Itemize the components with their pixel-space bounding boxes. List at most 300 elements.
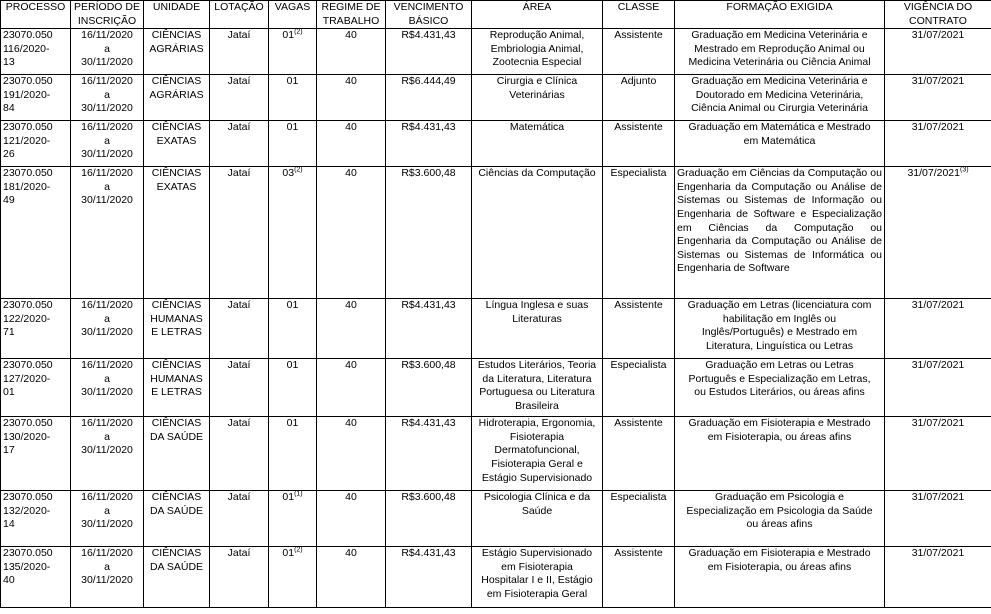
vigencia-value: 31/07/2021	[911, 75, 965, 88]
table-row	[1, 167, 991, 299]
area-line: Embriologia Animal,	[490, 42, 584, 55]
unidade-line: DA SAÚDE	[149, 430, 204, 443]
vencimento-cell	[386, 299, 472, 359]
regime-cell	[317, 167, 386, 299]
classe-cell	[603, 491, 675, 547]
formacao-line: Graduação em Fisioterapia e Mestrado	[688, 547, 871, 560]
formacao-cell	[675, 417, 885, 491]
area-cell	[472, 75, 603, 121]
processo-cell	[1, 299, 71, 359]
vencimento-cell	[386, 121, 472, 167]
processo-line: 14	[3, 518, 15, 531]
vencimento-value: R$3.600,48	[401, 167, 456, 180]
table-row	[1, 29, 991, 75]
processo-line: 122/2020-	[3, 312, 51, 325]
periodo-line: 16/11/2020	[81, 491, 133, 504]
formacao-text: Graduação em Ciências da Computação ou Engenharia da Computação ou Análise de Sistemas ou Sistemas de Informação ou Engenharia de Software e Especialização em Ciências da Computação ou Engenharia da Computação ou Análise de Sistemas ou Sistemas de Informática ou Engenharia de Software	[677, 167, 882, 275]
area-line: Psicologia Clínica e da	[483, 491, 591, 504]
processo-cell	[1, 121, 71, 167]
vigencia-value: 31/07/2021	[911, 299, 965, 312]
classe-cell	[603, 299, 675, 359]
area-line: da Literatura, Literatura	[482, 372, 592, 385]
lotacao-value: Jataí	[227, 547, 251, 560]
classe-value: Adjunto	[620, 75, 657, 88]
vigencia-value: 31/07/2021	[911, 491, 965, 504]
processo-cell	[1, 75, 71, 121]
unidade-line: AGRÁRIAS	[149, 88, 204, 101]
area-line: em Fisioterapia	[501, 560, 573, 573]
vagas-cell	[269, 29, 317, 75]
periodo-line: 30/11/2020	[81, 386, 133, 399]
vencimento-value: R$4.431,43	[401, 417, 456, 430]
formacao-line: Graduação em Psicologia e	[715, 491, 844, 504]
table-row	[1, 491, 991, 547]
header-regime: REGIME DE TRABALHO	[317, 1, 386, 29]
header-processo: PROCESSO	[1, 1, 71, 29]
regime-cell	[317, 299, 386, 359]
unidade-line: CIÊNCIAS	[151, 29, 202, 42]
processo-cell	[1, 359, 71, 417]
table-row	[1, 417, 991, 491]
header-lotacao: LOTAÇÃO	[210, 1, 269, 29]
unidade-line: EXATAS	[156, 180, 197, 193]
unidade-line: CIÊNCIAS	[151, 75, 202, 88]
formacao-cell	[675, 299, 885, 359]
classe-value: Assistente	[614, 417, 663, 430]
formacao-line: em Matemática	[743, 134, 816, 147]
vigencia-value: 31/07/2021	[911, 29, 965, 42]
vencimento-value: R$3.600,48	[401, 359, 456, 372]
area-line: Saúde	[521, 504, 553, 517]
processo-line: 116/2020-	[3, 42, 50, 55]
processo-line: 121/2020-	[3, 134, 51, 147]
vigencia-cell	[885, 491, 991, 547]
formacao-line: Ciência Animal ou Cirurgia Veterinária	[691, 102, 868, 115]
periodo-line: a	[104, 372, 110, 385]
vigencia-cell	[885, 299, 991, 359]
unidade-line: HUMANAS	[150, 372, 203, 385]
processo-line: 127/2020-	[3, 372, 51, 385]
unidade-cell	[144, 29, 210, 75]
regime-cell	[317, 547, 386, 608]
lotacao-cell	[210, 29, 269, 75]
periodo-line: a	[104, 42, 110, 55]
unidade-cell	[144, 547, 210, 608]
vagas-cell	[269, 359, 317, 417]
processo-line: 13	[3, 56, 15, 69]
vagas-value: 01	[286, 121, 299, 134]
vigencia-value: 31/07/2021	[911, 121, 965, 134]
regime-cell	[317, 417, 386, 491]
footnote-marker: (2)	[294, 546, 303, 554]
header-formacao: FORMAÇÃO EXIGIDA	[675, 1, 885, 29]
periodo-line: 30/11/2020	[81, 102, 133, 115]
unidade-line: DA SAÚDE	[149, 560, 204, 573]
classe-value: Especialista	[610, 359, 667, 372]
periodo-line: a	[104, 88, 110, 101]
unidade-line: CIÊNCIAS	[151, 491, 202, 504]
classe-value: Assistente	[614, 121, 663, 134]
formacao-line: Português e Especialização em Letras,	[688, 372, 871, 385]
lotacao-cell	[210, 547, 269, 608]
vencimento-cell	[386, 75, 472, 121]
unidade-line: CIÊNCIAS	[151, 547, 202, 560]
area-cell	[472, 167, 603, 299]
periodo-cell	[71, 547, 144, 608]
area-line: Cirurgia e Clínica	[496, 75, 578, 88]
unidade-cell	[144, 417, 210, 491]
header-periodo: PERÍODO DE INSCRIÇÃO	[71, 1, 144, 29]
vagas-value: 01	[282, 29, 295, 42]
area-line: Reprodução Animal,	[489, 29, 585, 42]
processo-line: 181/2020-	[3, 180, 51, 193]
periodo-cell	[71, 417, 144, 491]
area-line: Ciências da Computação	[478, 167, 596, 180]
lotacao-value: Jataí	[227, 299, 251, 312]
processo-line: 23070.050	[3, 359, 53, 372]
area-line: Estudos Literários, Teoria	[477, 359, 597, 372]
formacao-line: habilitação em Inglês ou	[722, 312, 837, 325]
lotacao-cell	[210, 491, 269, 547]
footnote-marker: (2)	[294, 28, 303, 36]
processo-cell	[1, 29, 71, 75]
processo-cell	[1, 491, 71, 547]
area-line: Dermatofuncional,	[494, 444, 580, 457]
lotacao-cell	[210, 417, 269, 491]
regime-value: 40	[345, 417, 357, 430]
vigencia-value: 31/07/2021	[911, 359, 965, 372]
vagas-value: 03	[282, 167, 295, 180]
vigencia-value: 31/07/2021	[907, 167, 960, 180]
processo-line: 132/2020-	[3, 504, 51, 517]
area-line: Fisioterapia	[509, 430, 565, 443]
regime-cell	[317, 491, 386, 547]
vencimento-cell	[386, 167, 472, 299]
header-vigencia: VIGÊNCIA DO CONTRATO	[885, 1, 991, 29]
unidade-line: DA SAÚDE	[149, 504, 204, 517]
area-line: Língua Inglesa e suas	[485, 299, 589, 312]
vagas-cell	[269, 167, 317, 299]
area-cell	[472, 121, 603, 167]
area-line: Matemática	[509, 121, 565, 134]
vencimento-value: R$4.431,43	[401, 547, 456, 560]
periodo-cell	[71, 491, 144, 547]
formacao-line: ou áreas afins	[746, 518, 813, 531]
formacao-line: Graduação em Letras ou Letras	[705, 359, 854, 372]
formacao-cell	[675, 75, 885, 121]
table-row	[1, 359, 991, 417]
lotacao-value: Jataí	[227, 359, 251, 372]
lotacao-value: Jataí	[227, 491, 251, 504]
periodo-line: a	[104, 180, 110, 193]
formacao-line: Graduação em Fisioterapia e Mestrado	[688, 417, 871, 430]
vagas-value: 01	[286, 359, 299, 372]
periodo-line: a	[104, 134, 110, 147]
header-row	[1, 1, 991, 29]
processo-line: 23070.050	[3, 299, 53, 312]
lotacao-cell	[210, 299, 269, 359]
regime-cell	[317, 121, 386, 167]
vagas-cell	[269, 491, 317, 547]
area-cell	[472, 491, 603, 547]
unidade-line: E LETRAS	[151, 326, 202, 339]
vagas-value: 01	[286, 299, 299, 312]
vigencia-cell	[885, 75, 991, 121]
periodo-cell	[71, 75, 144, 121]
periodo-line: 16/11/2020	[81, 359, 133, 372]
lotacao-value: Jataí	[227, 29, 251, 42]
processo-line: 191/2020-	[3, 88, 51, 101]
vigencia-cell	[885, 167, 991, 299]
periodo-line: 30/11/2020	[81, 56, 133, 69]
table-row	[1, 75, 991, 121]
unidade-line: CIÊNCIAS	[151, 299, 202, 312]
vencimento-cell	[386, 417, 472, 491]
regime-value: 40	[345, 547, 357, 560]
processo-line: 23070.050	[3, 491, 53, 504]
area-line: Estágio Supervisionado	[481, 471, 593, 484]
periodo-line: 16/11/2020	[81, 299, 133, 312]
lotacao-cell	[210, 75, 269, 121]
area-line: Literaturas	[512, 312, 562, 325]
classe-cell	[603, 29, 675, 75]
vigencia-cell	[885, 359, 991, 417]
vigencia-cell	[885, 547, 991, 608]
processo-line: 01	[3, 386, 15, 399]
processo-cell	[1, 167, 71, 299]
processo-line: 23070.050	[3, 75, 53, 88]
header-vagas: VAGAS	[269, 1, 317, 29]
formacao-line: Doutorado em Medicina Veterinária,	[695, 88, 864, 101]
table-row	[1, 299, 991, 359]
vagas-value: 01	[286, 75, 299, 88]
formacao-cell	[675, 359, 885, 417]
periodo-cell	[71, 299, 144, 359]
footnote-marker: (2)	[294, 166, 303, 174]
formacao-cell	[675, 491, 885, 547]
unidade-cell	[144, 359, 210, 417]
lotacao-cell	[210, 121, 269, 167]
vencimento-cell	[386, 491, 472, 547]
processo-line: 26	[3, 148, 15, 161]
periodo-line: 30/11/2020	[81, 444, 133, 457]
processo-line: 84	[3, 102, 15, 115]
vencimento-cell	[386, 547, 472, 608]
table-row	[1, 121, 991, 167]
formacao-line: Literatura, Linguística ou Letras	[705, 339, 854, 352]
processo-line: 135/2020-	[3, 560, 51, 573]
processo-line: 23070.050	[3, 167, 53, 180]
header-area: ÁREA	[472, 1, 603, 29]
processo-line: 40	[3, 574, 15, 587]
formacao-line: Especialização em Psicologia da Saúde	[686, 504, 873, 517]
vencimento-value: R$4.431,43	[401, 121, 456, 134]
formacao-line: em Fisioterapia, ou áreas afins	[707, 560, 852, 573]
vagas-cell	[269, 547, 317, 608]
formacao-line: Graduação em Matemática e Mestrado	[688, 121, 871, 134]
vencimento-cell	[386, 359, 472, 417]
unidade-line: CIÊNCIAS	[151, 121, 202, 134]
vigencia-value: 31/07/2021	[911, 547, 965, 560]
unidade-cell	[144, 299, 210, 359]
vagas-cell	[269, 121, 317, 167]
formacao-line: Medicina Veterinária ou Ciência Animal	[688, 56, 871, 69]
lotacao-value: Jataí	[227, 121, 251, 134]
formacao-line: Inglês/Português) e Mestrado em	[701, 326, 858, 339]
formacao-line: Mestrado em Reprodução Animal ou	[694, 42, 865, 55]
classe-cell	[603, 359, 675, 417]
table-row	[1, 547, 991, 608]
periodo-line: a	[104, 560, 110, 573]
processo-line: 23070.050	[3, 417, 53, 430]
area-cell	[472, 417, 603, 491]
classe-cell	[603, 167, 675, 299]
periodo-cell	[71, 29, 144, 75]
unidade-line: EXATAS	[156, 134, 197, 147]
processo-line: 23070.050	[3, 547, 53, 560]
classe-cell	[603, 547, 675, 608]
area-line: Hospitalar I e II, Estágio	[481, 574, 593, 587]
formacao-line: em Fisioterapia, ou áreas afins	[707, 430, 852, 443]
area-cell	[472, 29, 603, 75]
classe-value: Especialista	[610, 491, 667, 504]
regime-value: 40	[345, 29, 357, 42]
periodo-line: 30/11/2020	[81, 574, 133, 587]
classe-cell	[603, 75, 675, 121]
area-cell	[472, 359, 603, 417]
area-line: Hidroterapia, Ergonomia,	[478, 417, 596, 430]
processo-line: 17	[3, 444, 15, 457]
lotacao-value: Jataí	[227, 417, 251, 430]
processo-line: 71	[3, 326, 15, 339]
regime-cell	[317, 29, 386, 75]
classe-value: Assistente	[614, 299, 663, 312]
processo-line: 130/2020-	[3, 430, 51, 443]
area-line: Brasileira	[515, 399, 559, 412]
unidade-line: CIÊNCIAS	[151, 417, 202, 430]
classe-cell	[603, 121, 675, 167]
unidade-cell	[144, 75, 210, 121]
periodo-line: 16/11/2020	[81, 75, 133, 88]
vigencia-cell	[885, 29, 991, 75]
unidade-line: HUMANAS	[150, 312, 203, 325]
area-line: Fisioterapia Geral e	[491, 457, 583, 470]
classe-value: Especialista	[610, 167, 667, 180]
vagas-cell	[269, 299, 317, 359]
unidade-line: AGRÁRIAS	[149, 42, 204, 55]
vigencia-cell	[885, 417, 991, 491]
periodo-line: 16/11/2020	[81, 121, 133, 134]
vencimento-cell	[386, 29, 472, 75]
lotacao-cell	[210, 359, 269, 417]
area-line: Zootecnia Especial	[492, 56, 582, 69]
vigencia-cell	[885, 121, 991, 167]
processo-line: 23070.050	[3, 29, 53, 42]
footnote-marker: (3)	[960, 166, 969, 174]
periodo-line: a	[104, 430, 110, 443]
unidade-cell	[144, 167, 210, 299]
periodo-line: a	[104, 312, 110, 325]
lotacao-value: Jataí	[227, 75, 251, 88]
vencimento-value: R$4.431,43	[401, 299, 456, 312]
area-line: Portuguesa ou Literatura	[479, 386, 595, 399]
formacao-line: Graduação em Medicina Veterinária e	[691, 29, 868, 42]
vagas-value: 01	[282, 491, 295, 504]
header-classe: CLASSE	[603, 1, 675, 29]
area-cell	[472, 299, 603, 359]
formacao-cell	[675, 121, 885, 167]
regime-value: 40	[345, 121, 357, 134]
lotacao-cell	[210, 167, 269, 299]
periodo-line: 16/11/2020	[81, 547, 133, 560]
processo-cell	[1, 547, 71, 608]
vagas-cell	[269, 75, 317, 121]
regime-value: 40	[345, 359, 357, 372]
regime-cell	[317, 359, 386, 417]
regime-value: 40	[345, 167, 357, 180]
periodo-line: 30/11/2020	[81, 518, 133, 531]
header-vencimento: VENCIMENTO BÁSICO	[386, 1, 472, 29]
vagas-cell	[269, 417, 317, 491]
vencimento-value: R$6.444,49	[401, 75, 456, 88]
table-body	[1, 29, 991, 608]
periodo-line: 16/11/2020	[81, 167, 133, 180]
vagas-value: 01	[286, 417, 299, 430]
periodo-line: 30/11/2020	[81, 148, 133, 161]
vencimento-value: R$4.431,43	[401, 29, 456, 42]
area-cell	[472, 547, 603, 608]
regime-value: 40	[345, 75, 357, 88]
classe-value: Assistente	[614, 29, 663, 42]
footnote-marker: (1)	[294, 490, 303, 498]
periodo-cell	[71, 167, 144, 299]
processo-line: 23070.050	[3, 121, 53, 134]
periodo-line: 16/11/2020	[81, 417, 133, 430]
formacao-cell	[675, 29, 885, 75]
processo-cell	[1, 417, 71, 491]
unidade-line: CIÊNCIAS	[151, 167, 202, 180]
area-line: Estágio Supervisionado	[481, 547, 593, 560]
periodo-cell	[71, 359, 144, 417]
formacao-cell	[675, 547, 885, 608]
area-line: em Fisioterapia Geral	[486, 587, 588, 600]
periodo-cell	[71, 121, 144, 167]
periodo-line: 30/11/2020	[81, 194, 133, 207]
periodo-line: 16/11/2020	[81, 29, 133, 42]
formacao-line: Graduação em Medicina Veterinária e	[691, 75, 868, 88]
unidade-cell	[144, 121, 210, 167]
processo-line: 49	[3, 194, 15, 207]
vencimento-value: R$3.600,48	[401, 491, 456, 504]
regime-value: 40	[345, 491, 357, 504]
formacao-line: Graduação em Letras (licenciatura com	[687, 299, 872, 312]
periodo-line: a	[104, 504, 110, 517]
unidade-line: E LETRAS	[151, 386, 202, 399]
classe-cell	[603, 417, 675, 491]
formacao-cell	[675, 167, 885, 299]
area-line: Veterinárias	[509, 88, 565, 101]
classe-value: Assistente	[614, 547, 663, 560]
vigencia-value: 31/07/2021	[911, 417, 965, 430]
header-unidade: UNIDADE	[144, 1, 210, 29]
periodo-line: 30/11/2020	[81, 326, 133, 339]
formacao-line: ou Estudos Literários, ou áreas afins	[694, 386, 865, 399]
lotacao-value: Jataí	[227, 167, 251, 180]
unidade-cell	[144, 491, 210, 547]
vagas-value: 01	[282, 547, 295, 560]
regime-value: 40	[345, 299, 357, 312]
regime-cell	[317, 75, 386, 121]
